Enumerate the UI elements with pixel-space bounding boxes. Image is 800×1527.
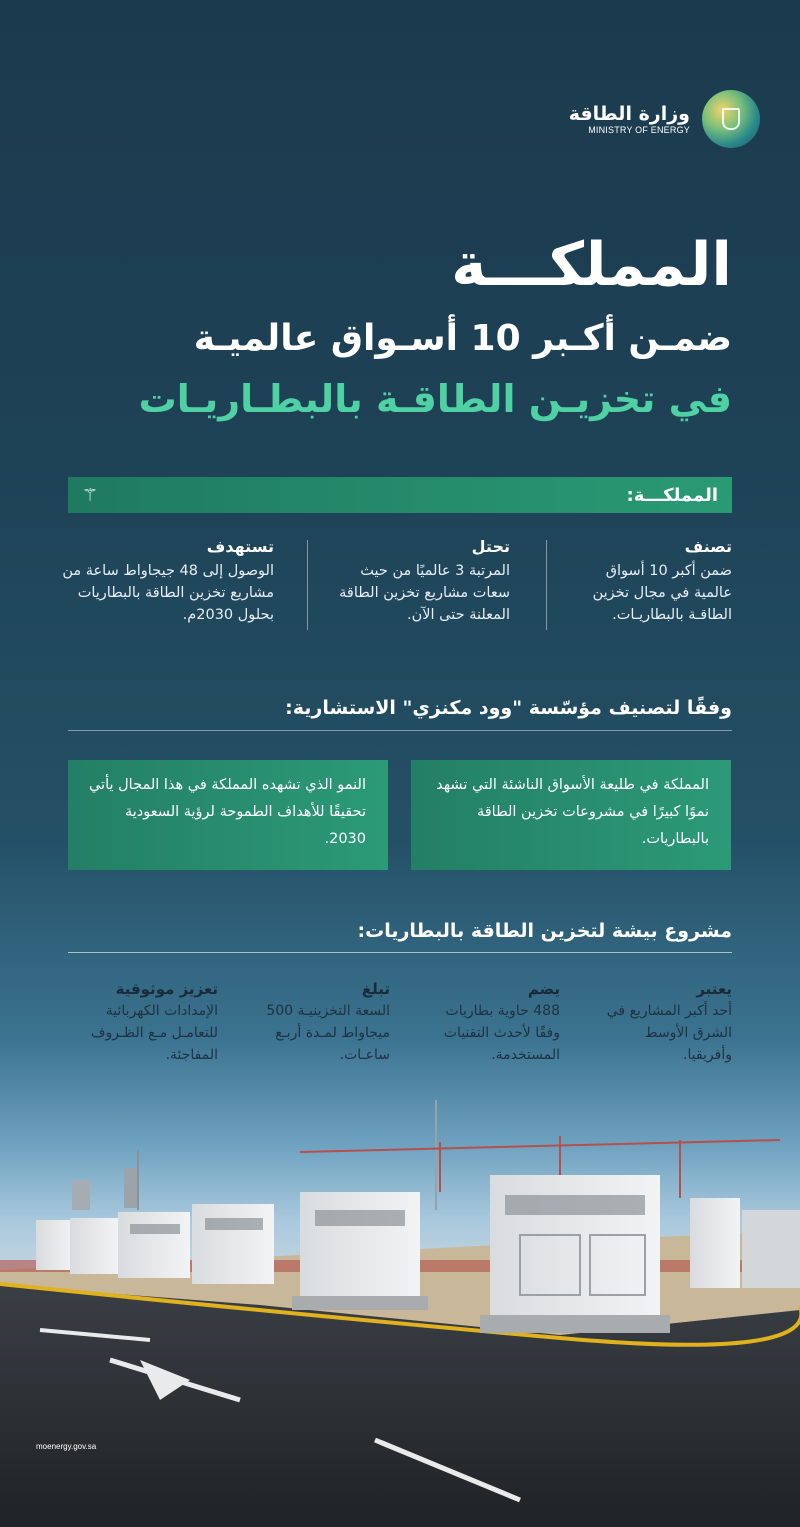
- project-heading: مشروع بيشة لتخزين الطاقة بالبطاريات:: [357, 920, 732, 942]
- kingdom-section-label: المملكـــة:: [626, 484, 718, 506]
- ministry-logo: [569, 90, 760, 148]
- title-main: المملكـــة: [451, 230, 732, 300]
- footer-url[interactable]: moenergy.gov.sa: [36, 1442, 97, 1451]
- ministry-emblem-icon: [702, 90, 760, 148]
- project-fact-text: 488 حاوية بطاريات وفقًا لأحدث التقنيات المستخدمة.: [443, 1003, 560, 1063]
- project-fact-heading: تعزيز موثوقية: [115, 980, 218, 998]
- fact-heading: تحتل: [471, 537, 510, 556]
- palm-swords-icon: ⚚: [82, 484, 99, 506]
- column-divider: [307, 540, 308, 630]
- battery-storage-photo: [0, 1100, 800, 1527]
- kingdom-fact-position: [320, 537, 510, 626]
- project-fact-heading: تبلغ: [361, 980, 390, 998]
- project-fact-text: أحد أكبر المشاريع في الشرق الأوسط وأفريقيا.: [606, 1003, 732, 1063]
- project-fact: [592, 980, 732, 1066]
- kingdom-section-bar: [68, 477, 732, 513]
- project-fact: [420, 980, 560, 1066]
- logo-arabic-text: وزارة الطاقة: [568, 103, 690, 125]
- mckinsey-heading: وفقًا لتصنيف مؤسّسة "وود مكنزي" الاستشارية:: [285, 697, 732, 719]
- title-highlight: في تخزيـن الطاقـة بالبطـاريـات: [138, 377, 732, 421]
- battery-containers-illustration: [0, 1100, 800, 1527]
- project-fact-heading: يضم: [527, 980, 560, 998]
- fact-heading: تصنف: [684, 537, 732, 556]
- fact-heading: تستهدف: [206, 537, 274, 556]
- kingdom-fact-target: [59, 537, 274, 626]
- project-fact-heading: يعتبر: [696, 980, 732, 998]
- project-fact: [68, 980, 218, 1066]
- project-fact: [250, 980, 390, 1066]
- project-fact-text: الإمدادات الكهربائية للتعامـل مـع الظـروف المفاجئة.: [90, 1003, 218, 1063]
- column-divider: [546, 540, 547, 630]
- fact-text: ضمن أكبر 10 أسواق عالمية في مجال تخزين الطاقـة بالبطاريـات.: [592, 563, 732, 623]
- title-subtitle: ضمـن أكـبر 10 أسـواق عالميـة: [193, 318, 732, 359]
- logo-english-text: MINISTRY OF ENERGY: [588, 125, 690, 135]
- section-divider: [68, 730, 732, 731]
- mckinsey-box-emerging: المملكة في طليعة الأسواق الناشئة التي تشهد نموًا كبيرًا في مشروعات تخزين الطاقة بالبطاريات.: [411, 760, 731, 870]
- section-divider: [68, 952, 732, 953]
- fact-text: الوصول إلى 48 جيجاواط ساعة من مشاريع تخزين الطاقة بالبطاريات بحلول 2030م.: [62, 563, 274, 623]
- project-fact-text: السعة التخزينيـة 500 ميجاواط لمـدة أربـع ساعـات.: [266, 1003, 390, 1063]
- kingdom-fact-rank: [572, 537, 732, 626]
- mckinsey-box-vision: النمو الذي تشهده المملكة في هذا المجال يأتي تحقيقًا للأهداف الطموحة لرؤية السعودية 2030.: [68, 760, 388, 870]
- fact-text: المرتبة 3 عالميًا من حيث سعات مشاريع تخزين الطاقة المعلنة حتى الآن.: [339, 563, 510, 623]
